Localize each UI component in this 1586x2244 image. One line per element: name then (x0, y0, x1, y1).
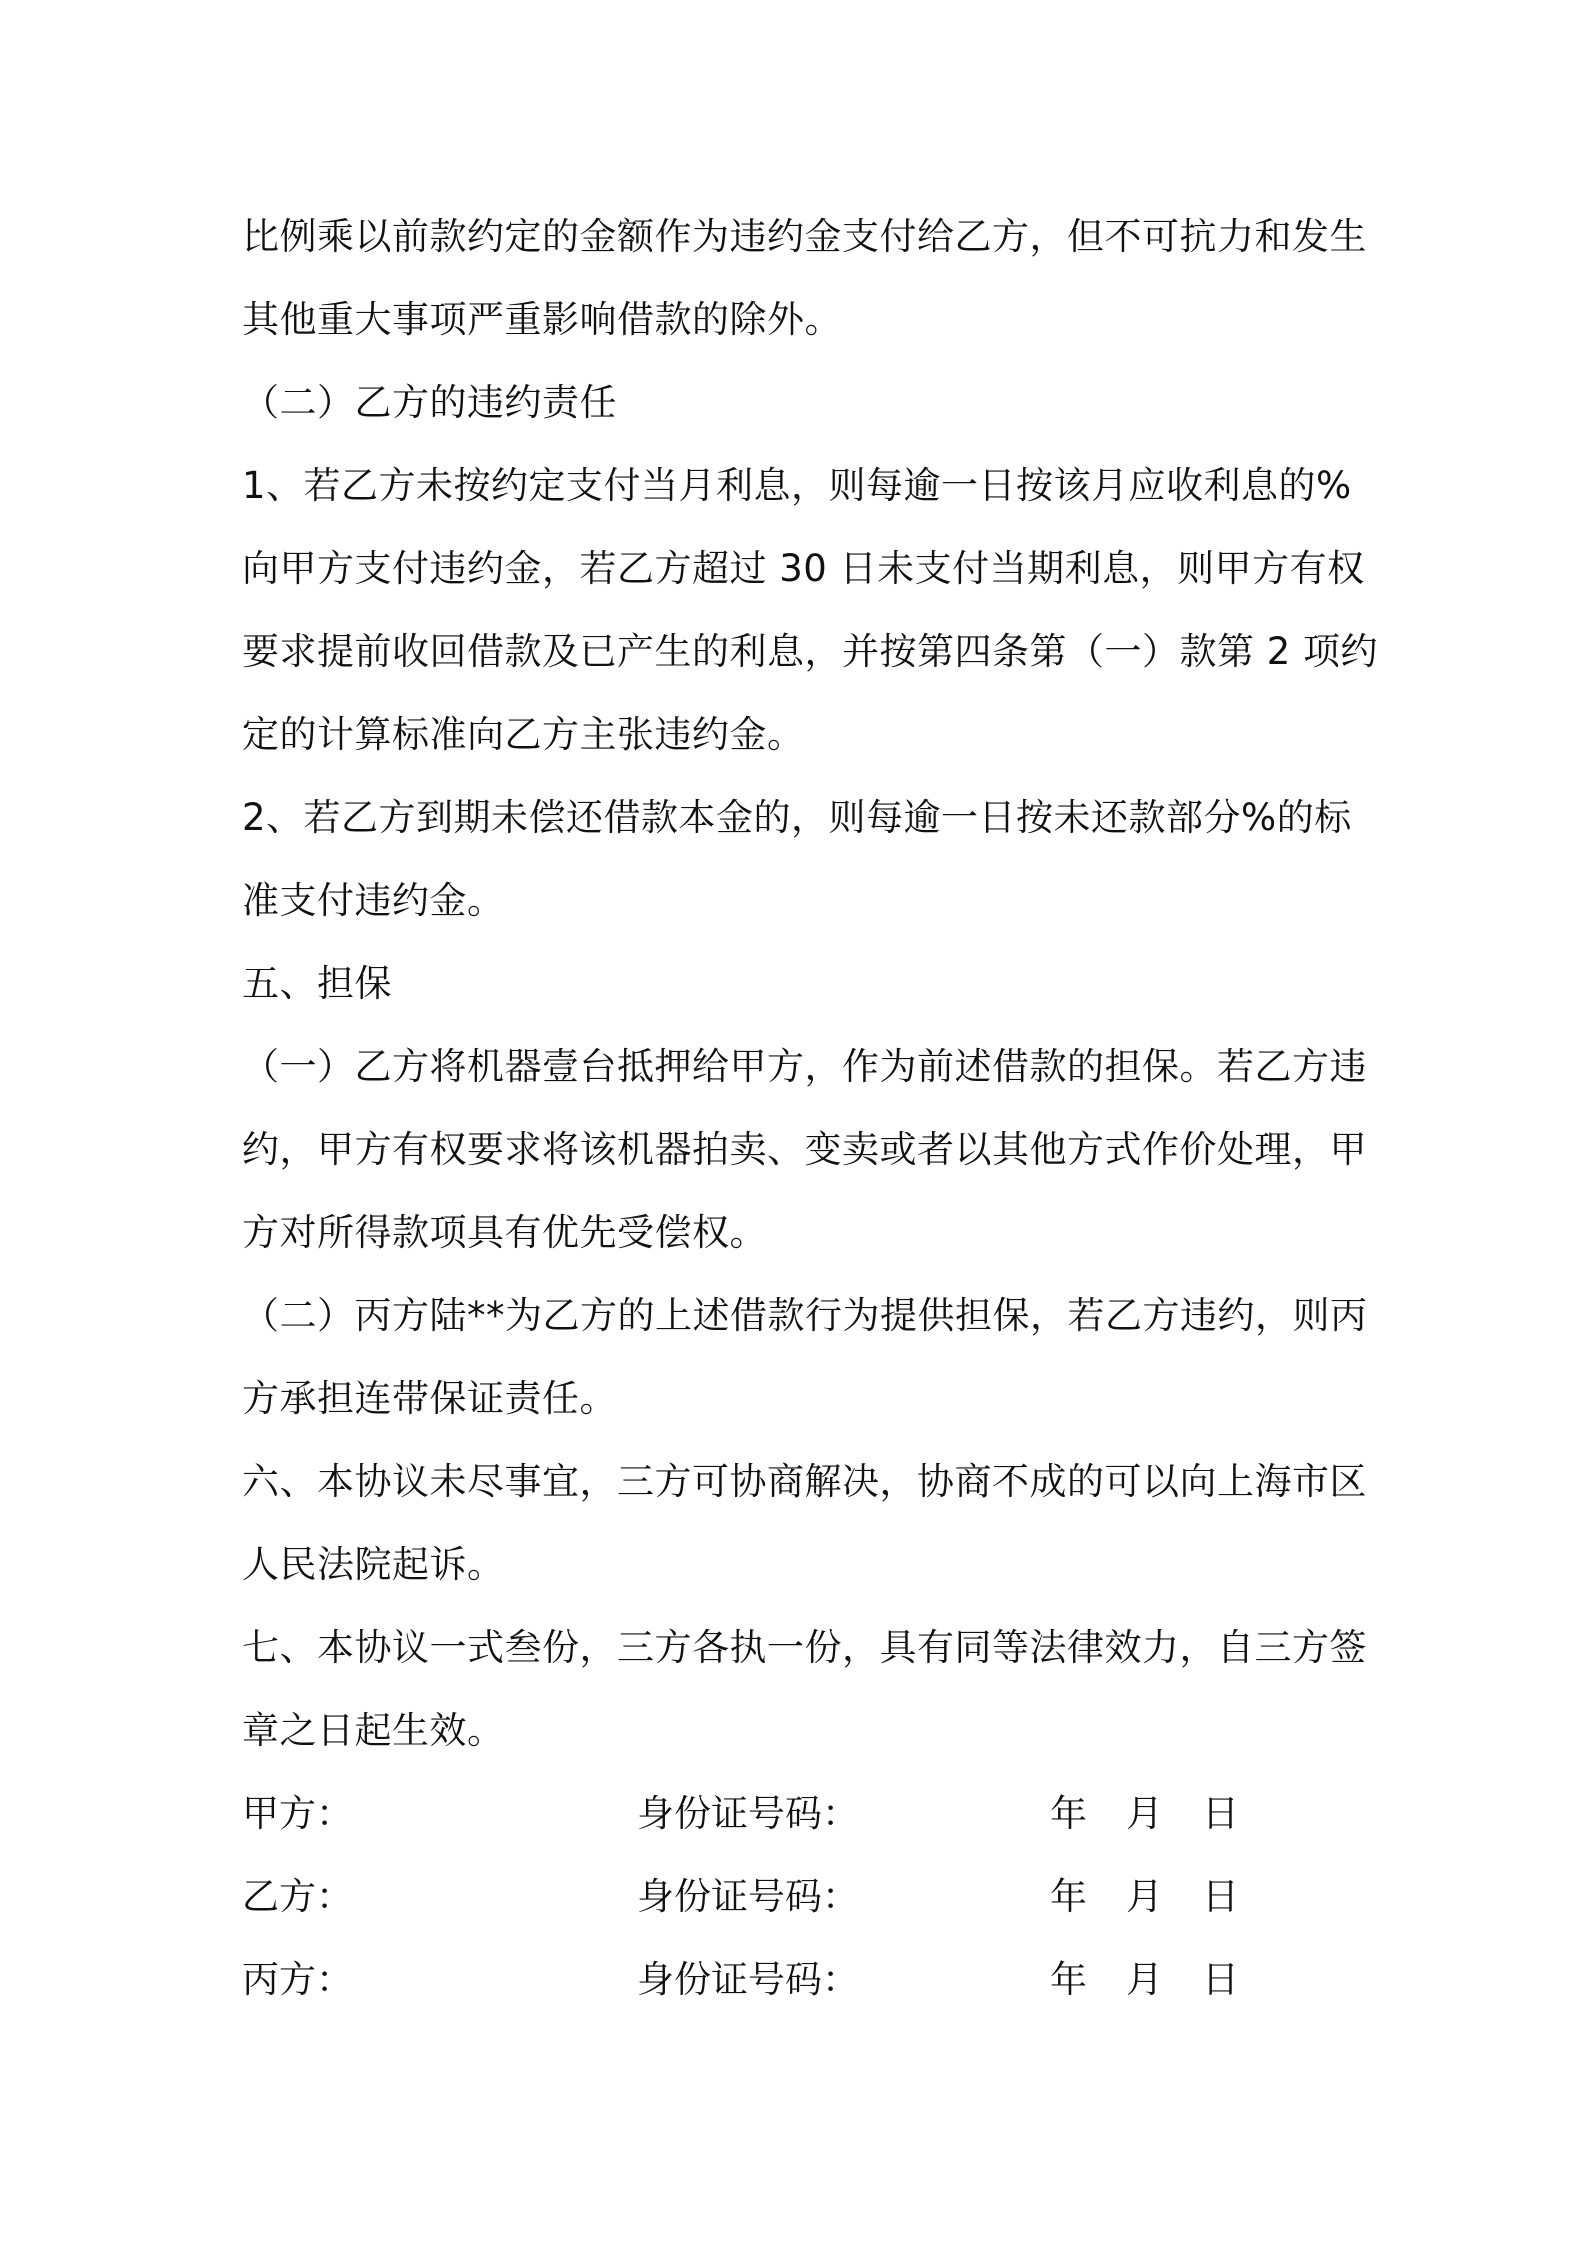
document-body (242, 195, 1379, 1772)
text-line: （一）乙方将机器壹台抵押给甲方，作为前述借款的担保。若乙方违 (242, 1045, 1367, 1088)
text-line: 要求提前收回借款及已产生的利息，并按第四条第（一）款第 2 项约 (242, 630, 1379, 673)
text-line: 方承担连带保证责任。 (242, 1377, 617, 1420)
party-label: 丙方： (242, 1958, 353, 2001)
party-label: 甲方： (242, 1792, 353, 1835)
day-label: 日 (1202, 1958, 1239, 2001)
party-label: 乙方： (242, 1875, 353, 1918)
date-field (1050, 1855, 1239, 1938)
signature-row-party-b (242, 1855, 1362, 1938)
text-line: 七、本协议一式叁份，三方各执一份，具有同等法律效力，自三方签 (242, 1626, 1367, 1669)
text-line: 准支付违约金。 (242, 879, 505, 922)
text-line: 六、本协议未尽事宜，三方可协商解决，协商不成的可以向上海市区 (242, 1460, 1367, 1503)
day-label: 日 (1202, 1792, 1239, 1835)
signature-row-party-c (242, 1938, 1362, 2021)
id-number-label: 身份证号码： (637, 1792, 859, 1835)
signature-row-party-a (242, 1772, 1362, 1855)
text-line: 定的计算标准向乙方主张违约金。 (242, 713, 805, 756)
year-label: 年 (1050, 1958, 1087, 2001)
text-line: 章之日起生效。 (242, 1709, 505, 1752)
year-label: 年 (1050, 1792, 1087, 1835)
text-line: 比例乘以前款约定的金额作为违约金支付给乙方，但不可抗力和发生 (242, 215, 1367, 258)
section-heading: 五、担保 (242, 962, 392, 1005)
id-number-label: 身份证号码： (637, 1875, 859, 1918)
year-label: 年 (1050, 1875, 1087, 1918)
date-field (1050, 1772, 1239, 1855)
text-line: 1、若乙方未按约定支付当月利息，则每逾一日按该月应收利息的% (242, 464, 1352, 507)
month-label: 月 (1126, 1958, 1163, 2001)
text-line: 其他重大事项严重影响借款的除外。 (242, 298, 842, 341)
id-number-label: 身份证号码： (637, 1958, 859, 2001)
text-line: 2、若乙方到期未偿还借款本金的，则每逾一日按未还款部分%的标 (242, 796, 1352, 839)
section-heading: （二）乙方的违约责任 (242, 381, 617, 424)
date-field (1050, 1938, 1239, 2021)
text-line: 约，甲方有权要求将该机器拍卖、变卖或者以其他方式作价处理，甲 (242, 1128, 1367, 1171)
text-line: 人民法院起诉。 (242, 1543, 505, 1586)
month-label: 月 (1126, 1875, 1163, 1918)
day-label: 日 (1202, 1875, 1239, 1918)
month-label: 月 (1126, 1792, 1163, 1835)
text-line: （二）丙方陆**为乙方的上述借款行为提供担保，若乙方违约，则丙 (242, 1294, 1368, 1337)
text-line: 向甲方支付违约金，若乙方超过 30 日未支付当期利息，则甲方有权 (242, 547, 1365, 590)
text-line: 方对所得款项具有优先受偿权。 (242, 1211, 767, 1254)
